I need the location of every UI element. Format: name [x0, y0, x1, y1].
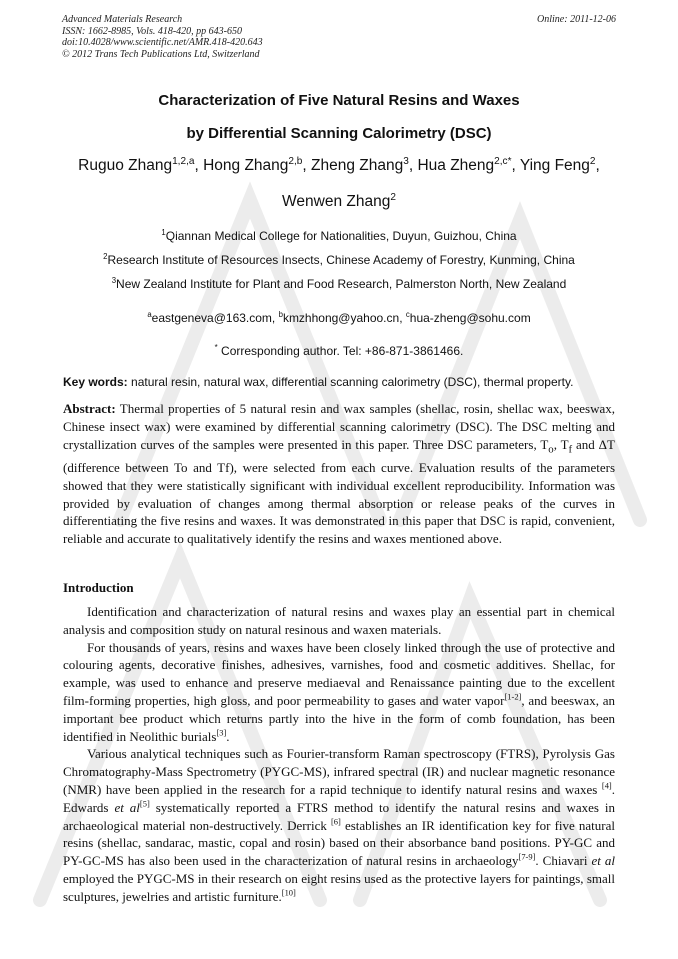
- email-link[interactable]: kmzhhong@yahoo.cn,: [282, 311, 406, 325]
- keywords-label: Key words:: [63, 375, 128, 389]
- keywords: [63, 375, 618, 389]
- author-name: , Hong Zhang: [194, 157, 289, 174]
- author-list: Ruguo Zhang$^{1,2,a}$, Hong Zhang$^{2,b}$, Zheng Zhang$^3$, Hua Zheng$^{2,c*}$, Ying Feng$^2$,: [78, 155, 600, 174]
- paper-title-line-2: by Differential Scanning Calorimetry (DSC): [186, 125, 492, 142]
- journal-header: [62, 14, 616, 60]
- online-date: Online: 2011-12-06: [537, 14, 616, 25]
- author-name: , Hua Zheng: [408, 157, 495, 174]
- corresponding-author: * Corresponding author. Tel: +86-871-3861466.: [214, 343, 464, 358]
- citation[interactable]: [4]: [601, 780, 612, 791]
- abstract-label: Abstract:: [63, 401, 116, 416]
- citation[interactable]: [6]: [330, 816, 341, 827]
- citation[interactable]: [7-9]: [518, 851, 536, 862]
- issn-line: ISSN: 1662-8985, Vols. 418-420, pp 643-650: [62, 25, 242, 37]
- section-heading-introduction: Introduction: [63, 580, 134, 595]
- author-name: Ruguo Zhang: [78, 157, 173, 174]
- author-name: , Ying Feng: [511, 157, 590, 174]
- citation[interactable]: [3]: [216, 727, 227, 738]
- journal-name: Advanced Materials Research: [62, 14, 183, 25]
- citation[interactable]: [5]: [139, 798, 150, 809]
- affiliation-1: $^1$Qiannan Medical College for Nationalities, Duyun, Guizhou, China: [161, 228, 517, 243]
- author-name: , Zheng Zhang: [302, 157, 404, 174]
- email-list: $^a$eastgeneva@163.com, $^b$kmzhhong@yahoo.cn, $^c$hua-zheng@sohu.com: [147, 310, 531, 325]
- citation[interactable]: [10]: [281, 887, 296, 898]
- author-name: Wenwen Zhang: [282, 193, 391, 210]
- citation[interactable]: [1-2]: [504, 691, 522, 702]
- author-list-line-2: Wenwen Zhang$^2$: [282, 191, 396, 210]
- copyright-line: © 2012 Trans Tech Publications Ltd, Switzerland: [62, 48, 260, 60]
- affiliation-3: $^3$New Zealand Institute for Plant and Food Research, Palmerston North, New Zealand: [111, 276, 567, 291]
- introduction-body: [63, 603, 615, 906]
- email-link[interactable]: eastgeneva@163.com,: [151, 311, 279, 325]
- keywords-text: natural resin, natural wax, differential scanning calorimetry (DSC), thermal property.: [127, 375, 574, 389]
- paper-title-line-1: Characterization of Five Natural Resins and Waxes: [158, 92, 520, 109]
- email-link[interactable]: hua-zheng@sohu.com: [409, 311, 531, 325]
- paragraph: Various analytical techniques such as Fourier-transform Raman spectroscopy (FTRS), Pyrolysis Gas Chromatography-Mass Spectrometry (PYGC-MS), infrared spectral (IR) and nuclear magnetic resonance (NMR) have been applied in the research for a rapid technique to identify natural resins and waxes [4]. Edwards et al[5] systematically reported a FTRS method to identify the natural resins and waxes in archaeological material non-destructively. Derrick [6] establishes an IR identification key for five natural resins (shellac, sandarac, mastic, copal and rosin) based on their absorbance band positions. PY-GC and PY-GC-MS has also been used in the characterization of natural resins in archaeology[7-9]. Chiavari et al employed the PYGC-MS in their research on eight resins used as the protective layers for paintings, small sculptures, jewelries and artistic furniture.[10]: [63, 746, 616, 904]
- paragraph: For thousands of years, resins and waxes have been closely linked through the use of protective and colouring agents, decorative finishes, adhesives, varnishes, food and cosmetic additives. Shellac, for example, was used to enhance and preserve mediaeval and Renaissance painting due to the excellent film-forming properties, high gloss, and poor permeability to gases and water vapor[1-2], and beeswax, an important bee product which returns partly into the hive in the form of comb foundation, has been identified in Neolithic burials[3].: [63, 639, 615, 744]
- affiliation-2: $^2$Research Institute of Resources Insects, Chinese Academy of Forestry, Kunming, China: [103, 252, 575, 267]
- paragraph: Identification and characterization of natural resins and waxes play an essential part in chemical analysis and composition study on natural resinous and waxen materials.: [63, 604, 615, 637]
- doi-line: doi:10.4028/www.scientific.net/AMR.418-420.643: [62, 37, 263, 48]
- abstract: Abstract: Thermal properties of 5 natural resin and wax samples (shellac, rosin, shellac wax, beeswax, Chinese insect wax) were examined by differential scanning calorimetry (DSC). The DSC melting and crystallization curves of the samples were presented in this paper. Three DSC parameters, $T_o$, $T_f$ and ΔT (difference between To and Tf), were selected from each curve. Evaluation results of the parameters showed that they were statistically significant with individual excellent reproducibility. Information was provided by evaluation of changes among thermal absorption or release peaks of the curves in differentiating the five resins and waxes. It was demonstrated in this paper that DSC is rapid, convenient, reliable and accurate to qualitatively identify the resins and waxes mentioned above.: [63, 401, 615, 547]
